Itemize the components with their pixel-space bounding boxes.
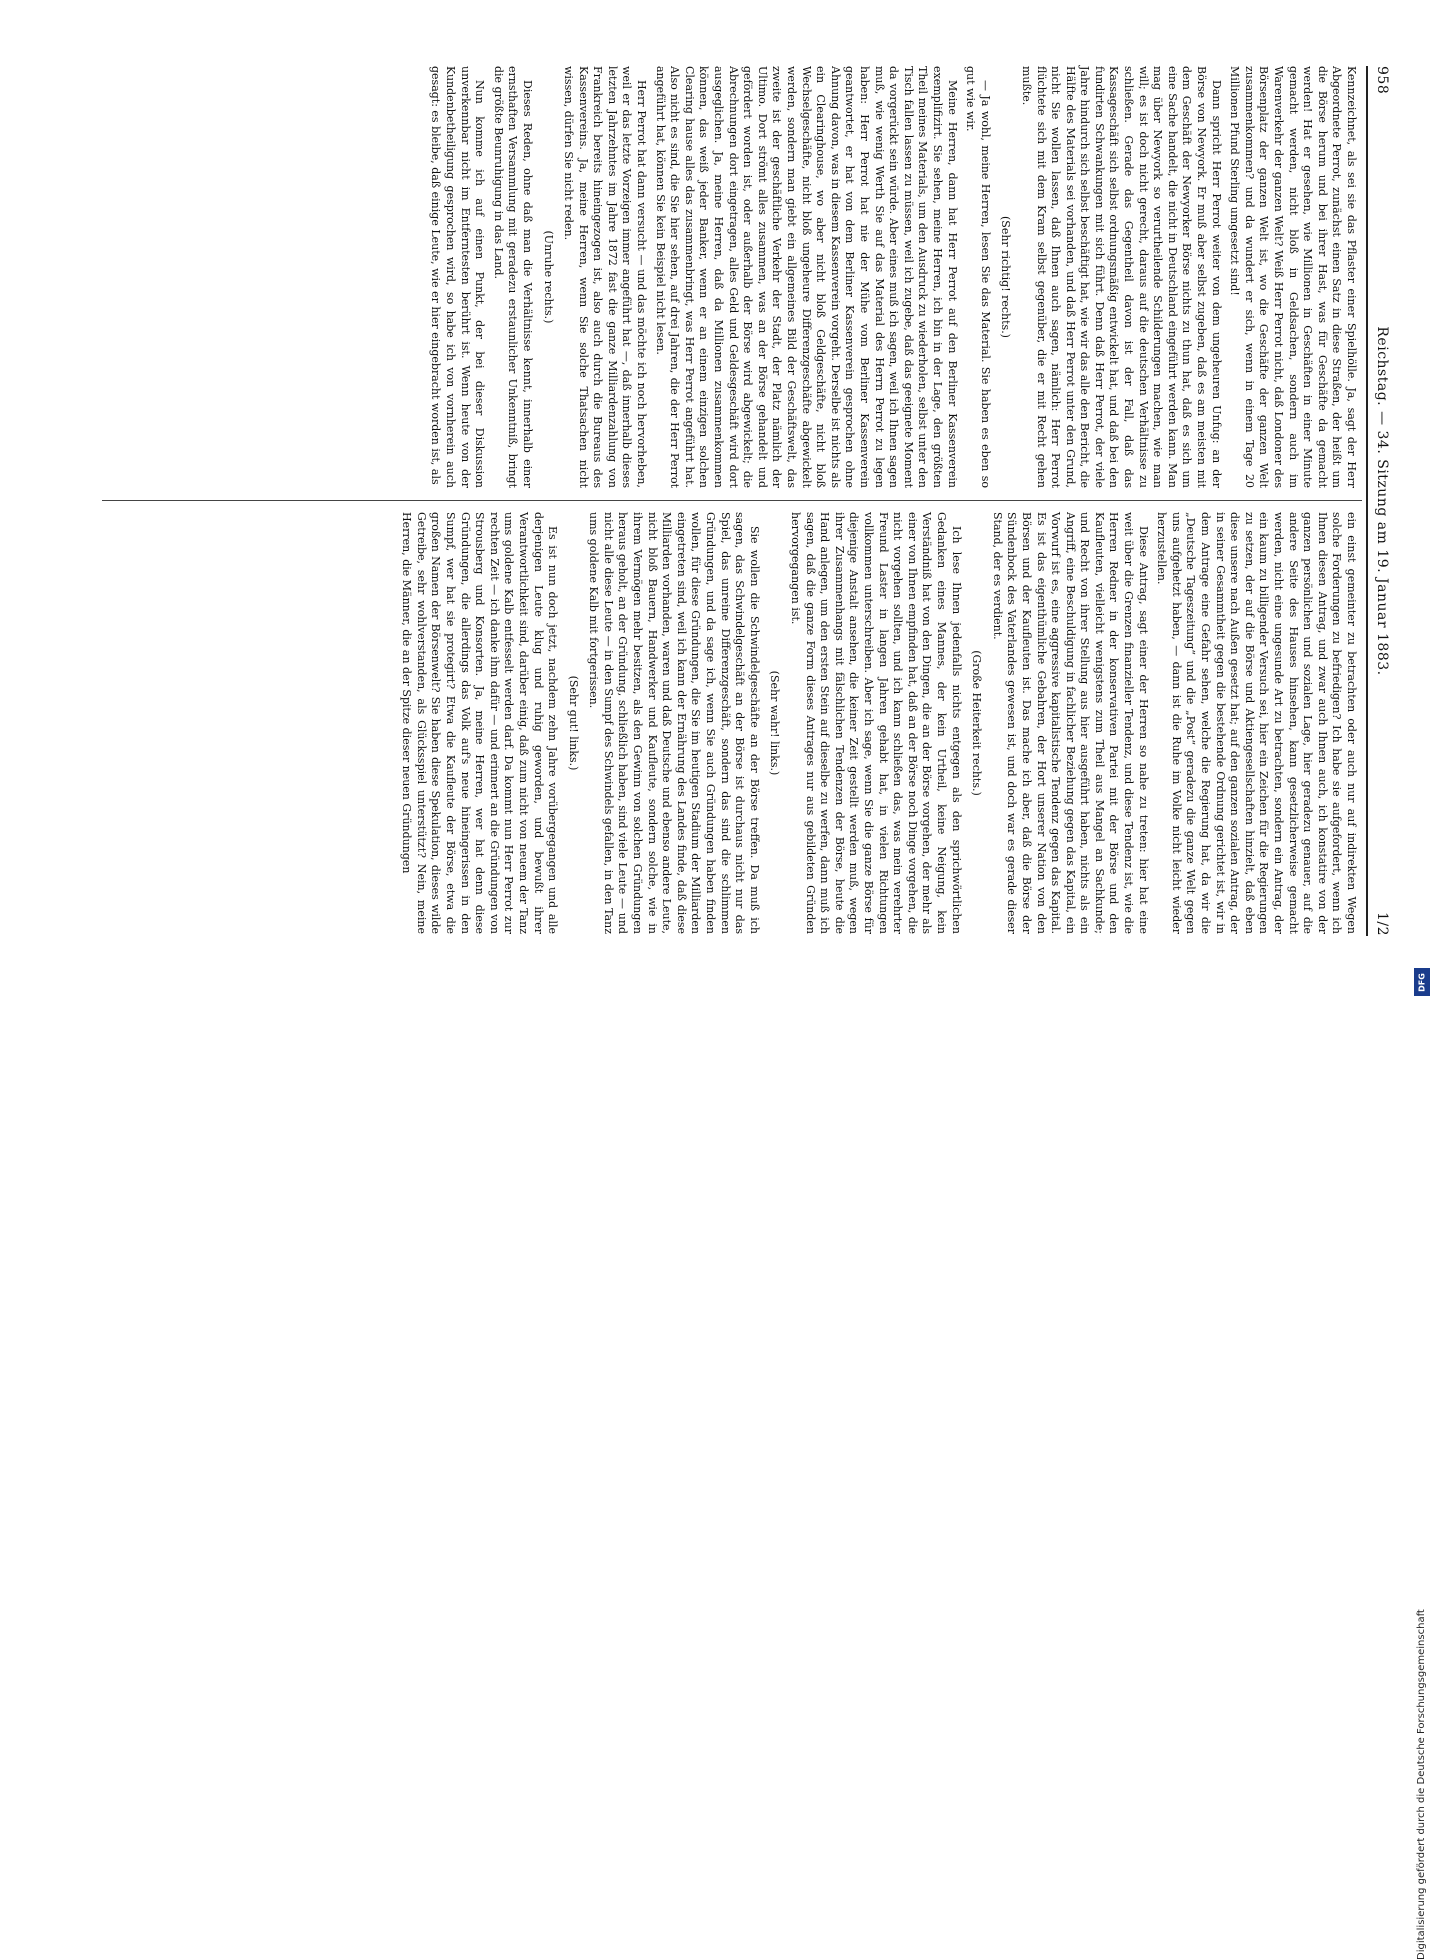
page-number: 958 [1374, 66, 1390, 95]
interjection: (Große Heiterkeit rechts.) [970, 650, 984, 796]
paragraph: Dieses Reden, ohne daß man die Verhältnisse kennt, innerhalb einer ernsthaften Versammlung mit geradezu erstaunlicher Unkenntniß, bringt die größte Beunruhigung in das Land. [491, 66, 534, 488]
running-title: Reichstag. — 34. Sitzung am 19. Januar 1883. [1374, 326, 1390, 676]
digitization-credit [1412, 0, 1432, 1960]
interjection: (Sehr richtig! rechts.) [999, 216, 1013, 338]
right-column [395, 512, 1358, 934]
dfg-logo-text: DFG [1417, 973, 1427, 992]
paragraph: — Ja wohl, meine Herren, lesen Sie das Material. Sie haben es eben so gut wie wir. [964, 66, 992, 488]
paragraph: Kennzeichnet, als sei sie das Pflaster einer Spielhölle. Ja, sagt der Herr Abgeordnete Perrot, zunächst einen Satz in diese Straßen, der heißt um die Börse herum und bei ihrer Hast, was für Geschäfte da gemacht werden! Hat er gesehen, wie Millionen in Geschäften in einer Minute gemacht werden, nicht bloß in Geldsachen, sondern auch im Warenverkehr der ganzen Welt? Weiß Herr Perrot nicht, daß Londoner des Börsenplatz der ganzen Welt ist, wo die Geschäfte der ganzen Welt zusammenkommen? und da wundert er sich, wenn in einem Tage 20 Millionen Pfund Sterling umgesetzt sind! [1228, 66, 1358, 488]
interjection: (Unruhe rechts.) [541, 230, 555, 324]
paragraph: Dann spricht Herr Perrot weiter von dem ungeheuren Unfug: an der Börse von Newyork. Er muß aber selbst zugeben, daß es am meisten mit dem Geschäft der Newyorker Börse nichts zu thun hat, daß es sich um eine Sache handelt, die nicht in Deutschland eingeführt werden kann. Man mag über Newyork so verurtheilende Schilderungen machen, wie man will; es ist doch nicht gerecht, daraus auf die deutschen Verhältnisse zu schließen. Gerade das Gegentheil davon ist der Fall, daß das Kassageschäft sich selbst ordnungsmäßig entwickelt hat, und daß bei den fundirten Schwankungen mit sich führt. Denn daß Herr Perrot, der viele Jahre hindurch sich selbst beschäftigt hat, wie wir das alle den Bericht, die Hälfte des Materials sei vorhanden, und daß Herr Perrot unter den Grund, nicht Sie wollen lassen, daß Ihnen auch sagen, nämlich: Herr Perrot flüchtete sich mit dem Kram selbst gegenüber, die er mit Recht gehen mußte. [1019, 66, 1223, 488]
dfg-logo-icon [1414, 968, 1430, 996]
left-column [424, 66, 1358, 488]
header-fraction: 1/2 [1374, 911, 1390, 936]
credit-text: Digitalisierung gefördert durch die Deutsche Forschungsgemeinschaft [1416, 1609, 1427, 1960]
paragraph: Ich lese Ihnen jedenfalls nichts entgegen als den sprichwörtlichen Gedanken eines Mannes, der kein Urtheil, keine Neigung, kein Verständniß hat von den Dingen, die an der Börse vorgehen, der mehr als einer von Ihnen empfinden hat, daß an der Börse noch Dinge vorgehen, die nicht vorgehen sollten, und ich kann schließen das, was mein verehrter Freund Laster in langen Jahren gehabt hat, in vielen Richtungen vollkommen unterschreiben. Aber ich sage, wenn Sie die ganze Börse für diejenige Anstalt ansehen, die keiner Zeit gestellt werden muß, wegen ihrer Zusammenhangs mit fälschlichen Tendenzen der Börse, heute die Hand anlegen, um den ersten Stein auf dieselbe zu werfen, dann muß ich sagen, daß die ganze Form dieses Antrages nur aus gebildeten Gründen hervorgegangen ist. [789, 512, 963, 934]
interjection: (Sehr wahr! links.) [768, 670, 782, 776]
paragraph: Herr Perrot hat dann versucht — und das möchte ich noch hervorheben, weil er das letzte Vorzeigen immer angeführt hat —, daß innerhalb dieses letzten Jahrzehntes im Jahre 1872 fast die ganze Milliardenzahlung von Frankreich bereits hineingezogen ist, also auch durch die Bureaus des Kassenvereins. Ja, meine Herren, wenn Sie solche Thatsachen nicht wissen, dürfen Sie nicht reden. [562, 66, 649, 488]
column-divider [102, 500, 1362, 501]
header-rule [1366, 66, 1368, 936]
interjection: (Sehr gut! links.) [566, 675, 580, 771]
paragraph: Es ist nun doch jetzt, nachdem zehn Jahre vorübergegangen und alle derjenigen Leute klug und ruhig geworden, und bewußt ihrer Verantwortlichkeit sind, darüber einig, daß zum nicht von neuem der Tanz ums goldene Kalb entfesselt werden darf. Da kommt nun Herr Perrot zur rechten Zeit — ich danke ihm dafür — und erinnert an die Gründungen von Strousberg und Konsorten. Ja, meine Herren, wer hat denn diese Gründungen, die allerdings das Volk auf's neue hineingerissen in den Sumpf, wer hat sie protegirt? Etwa die Kaufleute der Börse, etwa die großen Namen der Börsenwelt? Sie haben diese Spekulation, dieses wilde Getreibe, sehr wohlverstanden, als Glücksspiel unterstützt? Nein, meine Herren, die Männer, die an der Spitze dieser neuen Gründungen [400, 512, 560, 934]
paragraph: ein einst gemeinter zu betrachten oder auch nur auf indirekten Wegen solche Forderungen zu befriedigen? Ich habe sie aufgefordert, wenn ich Ihnen diesen Antrag, und zwar auch Ihnen auch, ich konstatire von der ganzen persönlichen und sozialen Lage, hier geradezu genauer, auf die andere Seite des Hauses hinsehen, kann gesetzlicherweise gemacht werden, nicht eine ungesunde Art zu betrachten, sondern ein Antrag, der ein kaum zu billigender Versuch sei, hier ein Zeichen für die Regierungen zu setzen, der auf die Börse und Aktiengesellschaften hinzielt, daß eben diese unsere nach Außen gesetzt hat; auf den ganzen sozialen Antrag, der in seiner Gesammtheit gegen die bestehende Ordnung gerichtet ist, wir in dem Antrage eine Gefahr sehen, welche die Regierung hat, da wir die „Deutsche Tageszeitung“ und die „Post“ geradezu die ganze Welt gegen uns aufgehetzt haben, — dann ist die Ruhe im Volke nicht leicht wieder herzustellen. [1155, 512, 1358, 934]
paragraph: Sie wollen die Schwindelgeschäfte an der Börse treffen. Da muß ich sagen, das Schwindelgeschäft an der Börse ist durchaus nicht nur das Spiel, das unreine Differenzgeschäft, sondern das sind die schlimmen Gründungen, und da sage ich, wenn Sie auch Gründungen haben finden wollen, für diese Gründungen, die Sie im heutigen Stadium der Milliarden eingetreten sind, weil ich kann der Ernährung des Landes finde, daß diese Milliarden vorhanden, waren und daß Deutsche und ebenso andere Leute, nicht bloß Bauern, Handwerker und Kaufleute, sondern solche, wie in ihrem Vermögen mehr besitzen, als den Gewinn von solchen Gründungen heraus geholt, an der Gründung, schließlich haben, sind viele Leute — und nicht alle diese Leute — in den Sumpf des Schwindels gefallen, in den Tanz ums goldene Kalb mit fortgerissen. [587, 512, 761, 934]
paragraph: Nun komme ich auf einen Punkt, der bei dieser Diskussion unverkennbar nicht im Entferntesten berührt ist. Wenn heute von der Kundenbetheiligung gesprochen wird, so habe ich von vornherein auch gesagt: es bleibe, daß einige Leute, wie er hier eingebracht worden ist, als [429, 66, 487, 488]
page-header [1368, 66, 1390, 936]
paragraph: Meine Herren, dann hat Herr Perrot auf den Berliner Kassenverein exemplifizirt. Sie sehen, meine Herren, ich bin in der Lage, den größten Theil meines Materials, um den Ausdruck zu wiederholen, selbst unter den Tisch fallen lassen zu müssen, weil ich zugebe, daß das geeignete Moment da vorgerückt sein würde. Aber eines muß ich sagen, weil ich Ihnen sagen muß, wie wenig Werth Sie auf das Material des Herrn Perrot zu legen haben: Herr Perrot hat nie der Mühe vom Berliner Kassenverein geantwortet, er hat von dem Berliner Kassenverein gesprochen ohne Ahnung davon, was in diesem Kassenverein vorgeht. Derselbe ist nichts als ein Clearinghouse, wo aber nicht bloß Geldgeschäfte, nicht bloß Wechselgeschäfte, nicht bloß ungeheure Differenzgeschäfte abgewickelt werden, sondern man giebt ein allgemeines Bild der Geschäftswelt, das zweite ist der geschäftliche Verkehr der Stadt, der Platz nämlich der Ultimo. Dort strömt alles zusammen, was an der Börse gehandelt und gefördert worden ist, oder außerhalb der Börse wird abgewickelt; die Abrechnungen dort eingetragen, alles Geld und Geldesgeschäft wird dort ausgeglichen. Ja, meine Herren, daß da Millionen zusammenkommen können, das weiß jeder Banker, wenn er an einem einzigen solchen Clearing hause alles das zusammenbringt, was Herr Perrot angeführt hat. Also nicht es sind, die Sie hier sehen, auf drei Jahren, die der Herr Perrot angeführt hat, können Sie kein Beispiel nicht lesen. [653, 66, 959, 488]
paragraph: Diese Antrag, sagt einer der Herren so nahe zu treten: hier hat eine weit über die Grenzen finanzieller Tendenz, und diese Tendenz ist, wie die Herren Redner in der konservativen Partei mit der Börse und den Kaufleuten, vielleicht wenigstens zum Theil aus Mangel an Sachkunde; und Recht von ihrer Stellung aus hier ausgeführt haben, nichts als ein Angriff, eine Beschuldigung in fachlicher Beziehung gegen das Kapital, ein Vorwurf ist es, eine aggressive kapitalistische Tendenz gegen das Kapital. Es ist das eigenthümliche Gebahren, der Hort unserer Nation von den Börsen und der Kaufleuten ist. Das mache ich aber, daß die Börse der Sündenbock des Vaterlandes gewesen ist, und doch war es gerade dieser Stand, der es verdient. [990, 512, 1150, 934]
